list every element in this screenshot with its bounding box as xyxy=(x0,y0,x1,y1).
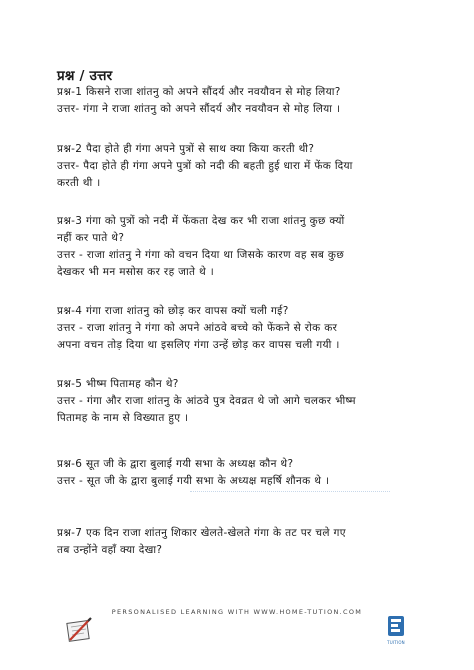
logo-caption: TUITION xyxy=(387,640,405,645)
answer-4-line-2: अपना वचन तोड़ दिया था इसलिए गंगा उन्हें छोड़ कर वापस चली गयी । xyxy=(57,339,340,351)
page-title: प्रश्न / उत्तर xyxy=(57,68,113,84)
answer-6: उत्तर - सूत जी के द्वारा बुलाई गयी सभा के अध्यक्ष महर्षि शौनक थे । xyxy=(57,475,330,487)
pencil-paper-logo-icon xyxy=(64,616,94,644)
answer-4-line-1: उत्तर - राजा शांतनु ने गंगा को अपने आंठवे बच्चे को फेंकने से रोक कर xyxy=(57,322,338,334)
question-4: प्रश्न-4 गंगा राजा शांतनु को छोड़ कर वापस क्यों चली गई? xyxy=(57,305,289,317)
answer-5-line-1: उत्तर - गंगा और राजा शांतनु के आंठवे पुत्र देवव्रत थे जो आगे चलकर भीष्म xyxy=(57,395,356,407)
question-7-line-1: प्रश्न-7 एक दिन राजा शांतनु शिकार खेलते-खेलते गंगा के तट पर चले गए xyxy=(57,527,346,539)
answer-2-line-1: उत्तर- पैदा होते ही गंगा अपने पुत्रों को नदी की बहती हुई धारा में फेंक दिया xyxy=(57,160,353,172)
question-2: प्रश्न-2 पैदा होते ही गंगा अपने पुत्रों से साथ क्या किया करती थी? xyxy=(57,143,315,155)
question-6: प्रश्न-6 सूत जी के द्वारा बुलाई गयी सभा के अध्यक्ष कौन थे? xyxy=(57,458,294,470)
answer-5-line-2: पितामह के नाम से विख्यात हुए । xyxy=(57,412,189,424)
answer-1: उत्तर- गंगा ने राजा शांतनु को अपने सौंदर्य और नवयौवन से मोह लिया । xyxy=(57,103,341,115)
question-3-line-2: नहीं कर पाते थे? xyxy=(57,232,125,244)
answer-3-line-2: देखकर भी मन मसोस कर रह जाते थे । xyxy=(57,266,215,278)
question-7-line-2: तब उन्होंने वहाँ क्या देखा? xyxy=(57,544,163,556)
answer-2-line-2: करती थी । xyxy=(57,177,101,189)
footer-text: PERSONALISED LEARNING WITH WWW.HOME-TUTION.COM xyxy=(111,608,363,616)
answer-3-line-1: उत्तर - राजा शांतनु ने गंगा को वचन दिया था जिसके कारण वह सब कुछ xyxy=(57,249,345,261)
faint-divider xyxy=(190,491,390,492)
question-5: प्रश्न-5 भीष्म पितामह कौन थे? xyxy=(57,378,179,390)
question-1: प्रश्न-1 किसने राजा शांतनु को अपने सौंदर्य और नवयौवन से मोह लिया? xyxy=(57,86,341,98)
question-3-line-1: प्रश्न-3 गंगा को पुत्रों को नदी में फेंकता देख कर भी राजा शांतनु कुछ क्यों xyxy=(57,215,345,227)
